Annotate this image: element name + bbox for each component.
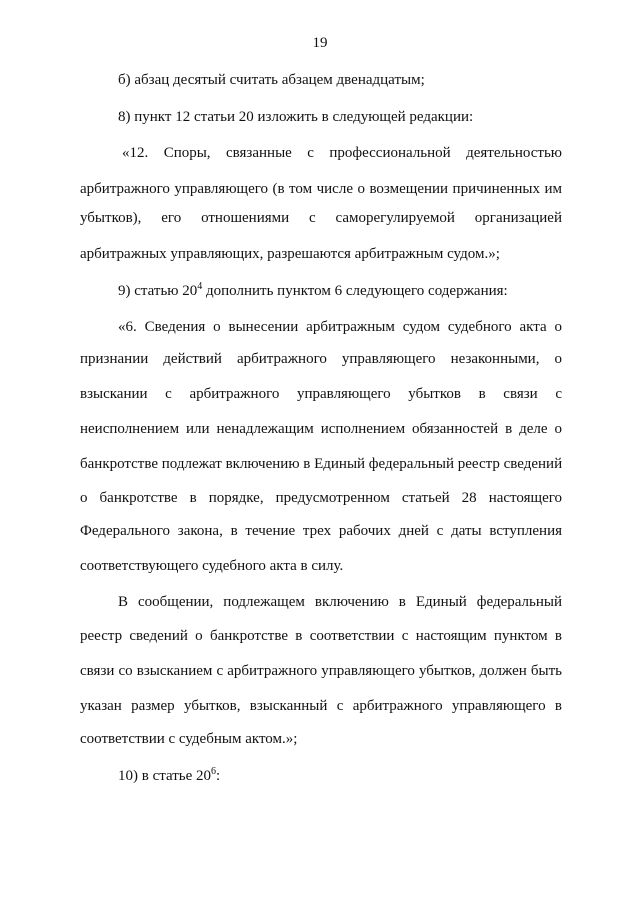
text-line: признании действий арбитражного управляющего незаконными, о — [80, 351, 562, 367]
text-fragment: : — [216, 768, 221, 784]
text-line: В сообщении, подлежащем включению в Единый федеральный — [118, 594, 562, 610]
text-line-with-superscript — [118, 766, 562, 786]
text-line: соответствии с судебным актом.»; — [80, 731, 298, 747]
superscript: 4 — [197, 281, 203, 292]
text-line: связи со взысканием с арбитражного управляющего убытков, должен быть — [80, 663, 562, 679]
text-fragment: дополнить пунктом 6 следующего содержания: — [202, 283, 508, 299]
text-line: неисполнением или ненадлежащим исполнением обязанностей в деле о — [80, 421, 562, 437]
text-line: банкротстве подлежат включению в Единый федеральный реестр сведений — [80, 456, 563, 472]
text-fragment: 10) в статье 20 — [118, 768, 212, 784]
text-line: 8) пункт 12 статьи 20 изложить в следующей редакции: — [118, 109, 474, 125]
text-line: реестр сведений о банкротстве в соответствии с настоящим пунктом в — [80, 628, 562, 644]
page-number: 19 — [312, 35, 328, 51]
text-line-with-superscript — [118, 281, 562, 301]
text-line: взыскании с арбитражного управляющего убытков в связи с — [80, 386, 562, 402]
text-line: указан размер убытков, взысканный с арбитражного управляющего в — [80, 698, 562, 714]
text-line: о банкротстве в порядке, предусмотренном статьей 28 настоящего — [80, 490, 562, 506]
text-line: убытков), его отношениями с саморегулируемой организацией — [80, 210, 562, 226]
superscript: 6 — [211, 766, 217, 777]
text-line: арбитражных управляющих, разрешаются арбитражным судом.»; — [80, 246, 500, 262]
text-fragment: 9) статью 20 — [118, 283, 198, 299]
text-line: Федерального закона, в течение трех рабочих дней с даты вступления — [80, 523, 562, 539]
text-line: арбитражного управляющего (в том числе о возмещении причиненных им — [80, 181, 562, 197]
text-line: «12. Споры, связанные с профессиональной деятельностью — [122, 145, 562, 161]
text-line: «6. Сведения о вынесении арбитражным судом судебного акта о — [118, 319, 562, 335]
text-line: соответствующего судебного акта в силу. — [80, 558, 344, 574]
text-line: б) абзац десятый считать абзацем двенадцатым; — [118, 72, 425, 88]
